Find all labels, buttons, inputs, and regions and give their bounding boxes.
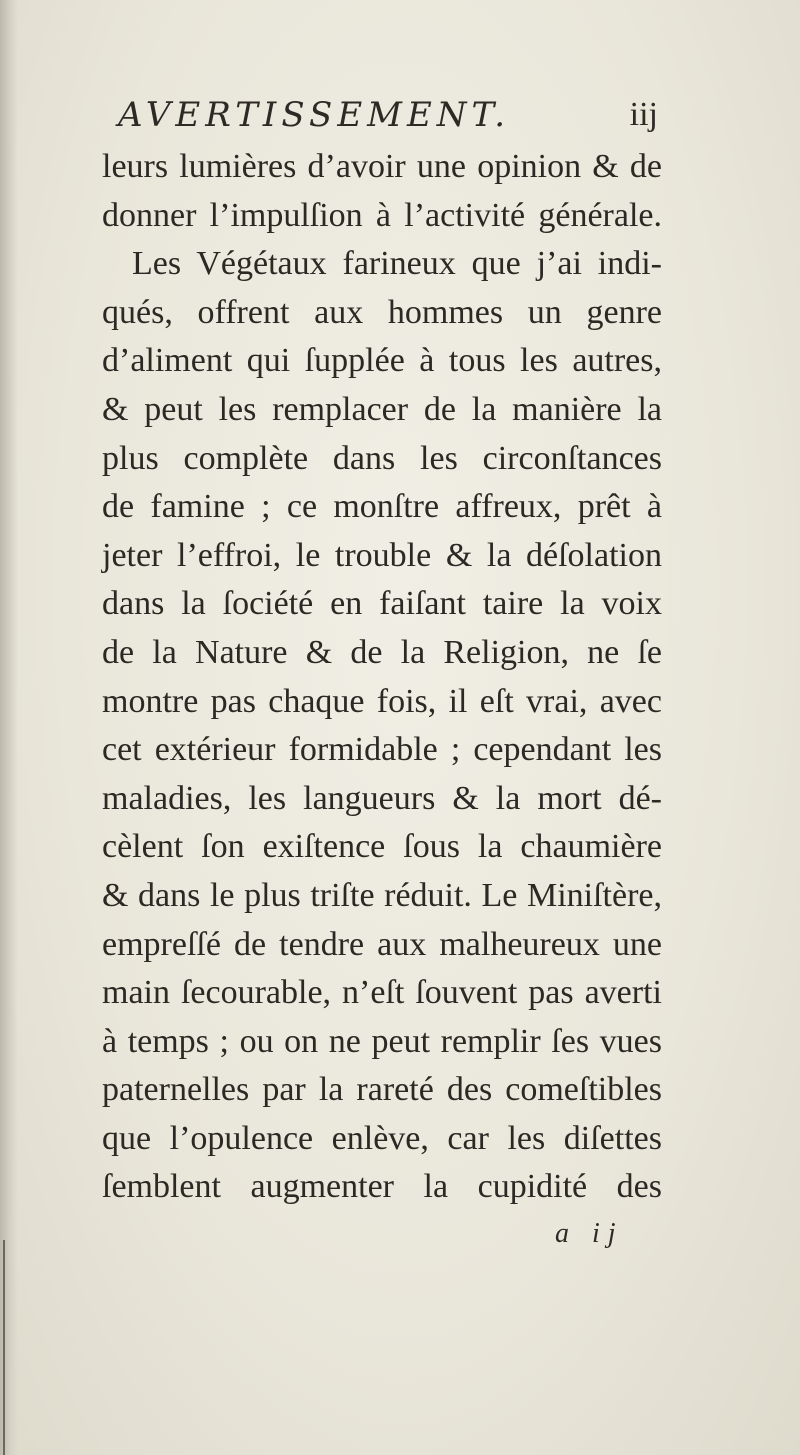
text-line: maladies, les langueurs & la mort dé-	[102, 779, 662, 817]
text-line: ſemblent augmenter la cupidité des	[102, 1168, 662, 1206]
text-line: empreſſé de tendre aux malheureux une	[102, 925, 662, 963]
text-line: & dans le plus triſte réduit. Le Miniſtère,	[102, 876, 662, 914]
body-text	[102, 143, 662, 1212]
text-line: montre pas chaque fois, il eſt vrai, avec	[102, 682, 662, 720]
text-line: à temps ; ou on ne peut remplir ſes vues	[102, 1022, 662, 1060]
text-line: leurs lumières d’avoir une opinion & de	[102, 148, 662, 185]
binding-shadow	[0, 0, 18, 1455]
page-number: iij	[629, 96, 658, 133]
text-line: cet extérieur formidable ; cependant les	[102, 731, 662, 769]
text-line: Les Végétaux farineux que j’ai indi-	[132, 245, 662, 283]
text-line: donner l’impulſion à l’activité générale.	[102, 196, 662, 234]
running-title: AVERTISSEMENT.	[118, 95, 511, 135]
text-line: plus complète dans les circonſtances	[102, 439, 662, 477]
text-line: que l’opulence enlève, car les diſettes	[102, 1119, 662, 1157]
text-line: qués, offrent aux hommes un genre	[102, 293, 662, 331]
text-line: & peut les remplacer de la manière la	[102, 390, 662, 428]
text-line: d’aliment qui ſupplée à tous les autres,	[102, 342, 662, 380]
text-line: jeter l’effroi, le trouble & la déſolation	[102, 536, 662, 574]
text-line: paternelles par la rareté des comeſtibles	[102, 1071, 662, 1109]
text-line: main ſecourable, n’eſt ſouvent pas averti	[102, 974, 662, 1012]
text-line: dans la ſociété en faiſant taire la voix	[102, 585, 662, 623]
text-line: de la Nature & de la Religion, ne ſe	[102, 633, 662, 671]
text-line: cèlent ſon exiſtence ſous la chaumière	[102, 828, 662, 866]
page-header	[118, 92, 658, 138]
signature-mark: a ij	[555, 1218, 624, 1249]
text-line: de famine ; ce monſtre affreux, prêt à	[102, 488, 662, 526]
binding-edge	[3, 1240, 5, 1455]
